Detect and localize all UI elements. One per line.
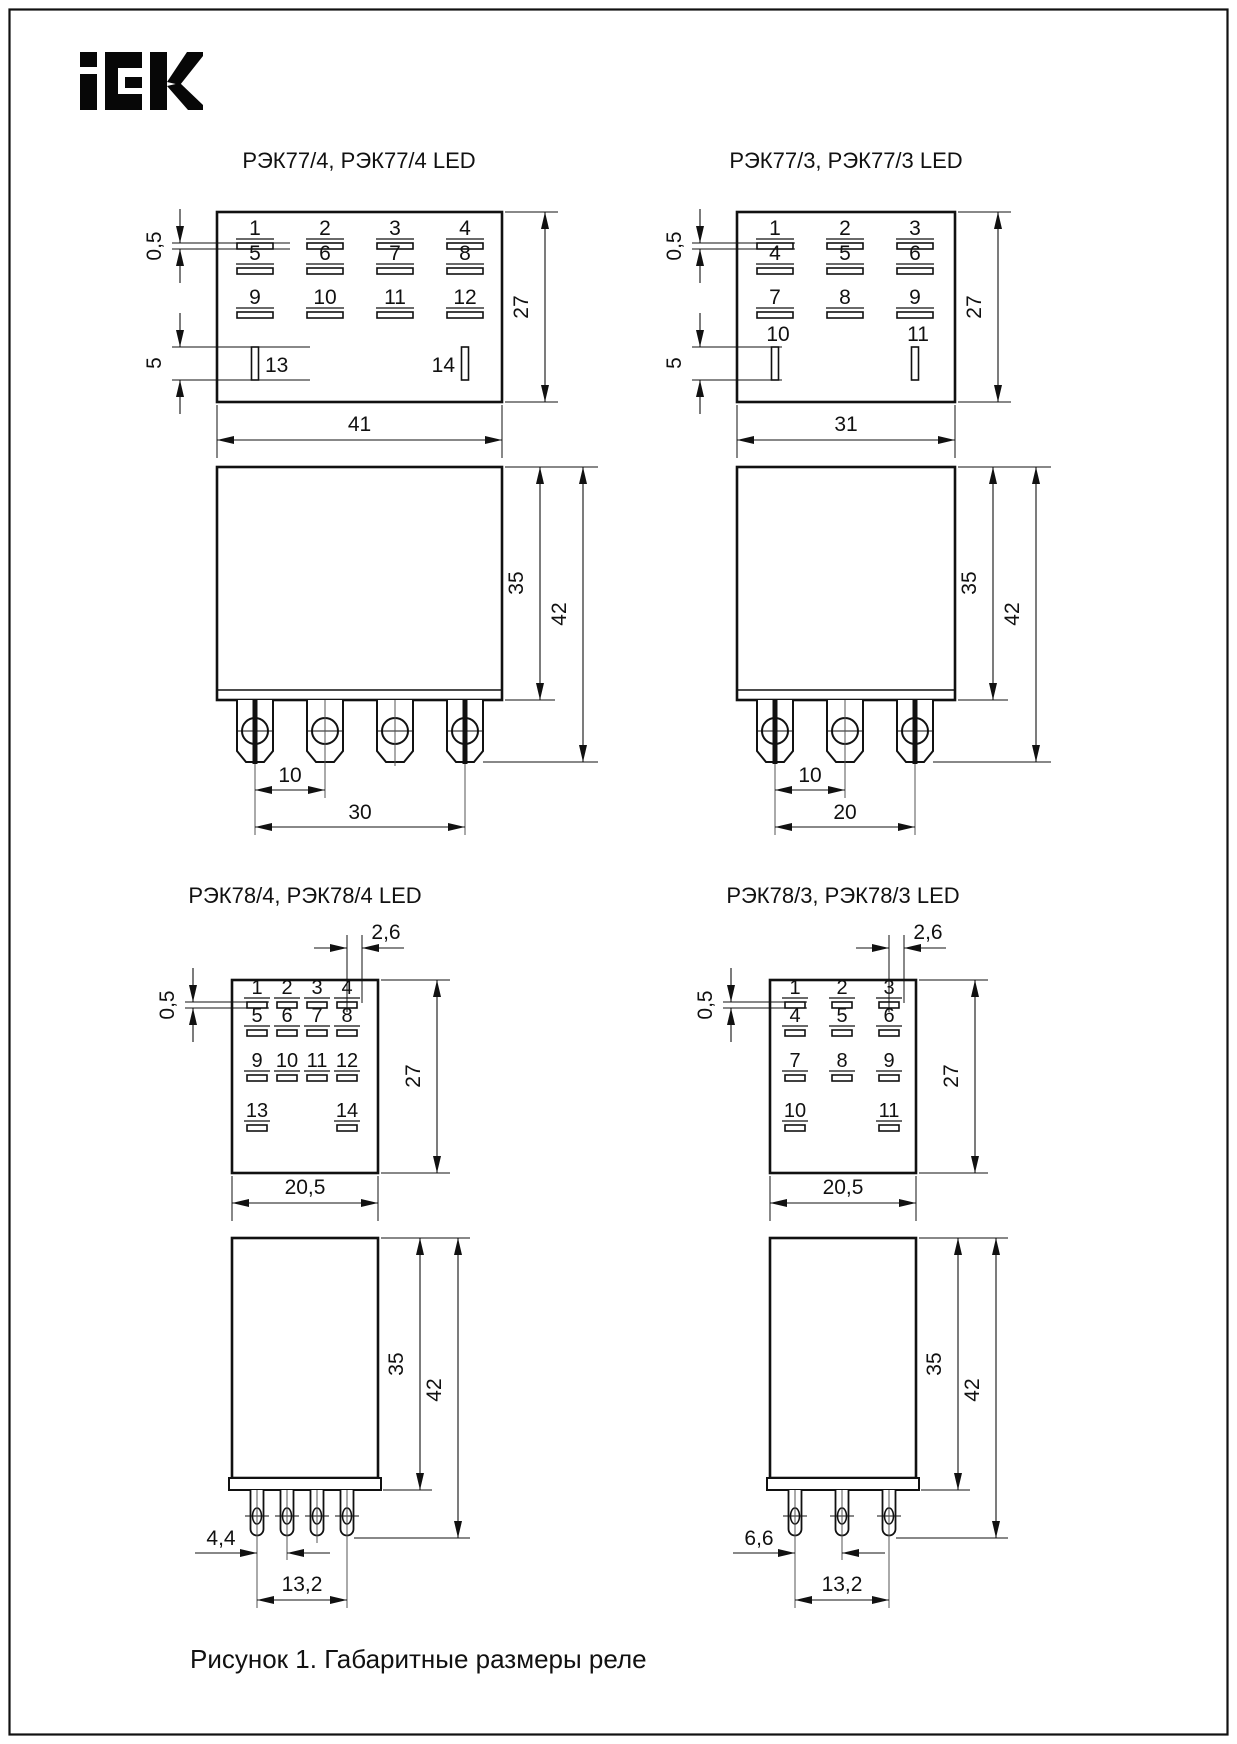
- pin-slot: [879, 1030, 899, 1036]
- pin-number: 8: [341, 1005, 353, 1027]
- pin-slot: [237, 268, 273, 274]
- dim-label: 20,5: [284, 1176, 326, 1199]
- dim-arrow: [189, 1008, 197, 1025]
- dim-arrow: [217, 436, 234, 444]
- pin-slot-vertical: [912, 347, 919, 380]
- dim-arrow: [255, 786, 272, 794]
- dim-arrow: [416, 1473, 424, 1490]
- pin-number: 6: [319, 242, 331, 265]
- pin-number: 7: [389, 242, 401, 265]
- pin-slot: [277, 1075, 297, 1081]
- dim-label: 42: [423, 1378, 446, 1402]
- figure-caption: Рисунок 1. Габаритные размеры реле: [190, 1644, 647, 1674]
- pin-slot: [307, 1030, 327, 1036]
- pin-number: 3: [311, 977, 323, 999]
- pin-slot-vertical: [252, 347, 259, 380]
- dim-arrow: [795, 1596, 812, 1604]
- pin-number: 3: [909, 217, 921, 240]
- dim-label: 4,4: [206, 1527, 236, 1550]
- dim-label: 42: [1001, 602, 1024, 626]
- pin-slot: [879, 1125, 899, 1131]
- relay-case-outline: [232, 1238, 378, 1478]
- pin-slot: [827, 312, 863, 318]
- dim-arrow: [454, 1238, 462, 1255]
- dim-arrow: [899, 1199, 916, 1207]
- dim-arrow: [971, 1156, 979, 1173]
- dim-arrow: [536, 683, 544, 700]
- dim-arrow: [1032, 467, 1040, 484]
- dim-arrow: [872, 944, 889, 952]
- flat-pin: [913, 700, 918, 764]
- dim-arrow: [727, 985, 735, 1002]
- dim-arrow: [842, 1549, 859, 1557]
- dim-label: 35: [385, 1352, 408, 1376]
- dim-arrow: [485, 436, 502, 444]
- pin-number: 1: [789, 977, 801, 999]
- relay-case-outline: [770, 1238, 916, 1478]
- dim-label: 10: [798, 764, 822, 787]
- dim-arrow: [954, 1238, 962, 1255]
- dim-label: 20,5: [822, 1176, 864, 1199]
- dim-label: 10: [278, 764, 302, 787]
- logo-k-upper-arm: [167, 52, 203, 85]
- dim-label: 0,5: [156, 990, 179, 1020]
- dim-arrow: [176, 226, 184, 243]
- pin-number: 6: [909, 242, 921, 265]
- diagram-rek77-4: [143, 209, 598, 835]
- pin-number: 10: [783, 1100, 807, 1122]
- pin-number: 1: [249, 217, 261, 240]
- pin-slot: [785, 1125, 805, 1131]
- pin-number: 10: [275, 1050, 299, 1072]
- flat-pin: [253, 700, 258, 764]
- pin-number: 3: [883, 977, 895, 999]
- dim-label: 0,5: [694, 990, 717, 1020]
- pin-number: 8: [836, 1050, 848, 1072]
- pin-slot: [337, 1125, 357, 1131]
- relay-case-outline: [217, 467, 502, 700]
- pin-number: 9: [251, 1050, 263, 1072]
- diagram-rek77-3: [663, 209, 1051, 835]
- pin-slot: [337, 1030, 357, 1036]
- logo-i-stem: [80, 74, 97, 110]
- dim-arrow: [989, 467, 997, 484]
- dim-arrow: [176, 380, 184, 397]
- dim-label: 35: [958, 571, 981, 595]
- logo-e-top: [105, 52, 142, 68]
- pin-number: 11: [878, 1100, 900, 1122]
- pin-slot: [447, 268, 483, 274]
- pin-slot: [785, 1075, 805, 1081]
- dim-arrow: [330, 1596, 347, 1604]
- pin-slot: [827, 268, 863, 274]
- flat-pin: [773, 700, 778, 764]
- dim-label: 6,6: [744, 1527, 774, 1550]
- pin-slot: [307, 1075, 327, 1081]
- dim-label: 27: [510, 295, 533, 319]
- pin-number: 3: [389, 217, 401, 240]
- pin-number: 9: [909, 286, 921, 309]
- dim-arrow: [541, 212, 549, 229]
- iek-logo: [80, 52, 203, 110]
- dim-arrow: [696, 330, 704, 347]
- pin-slot: [447, 312, 483, 318]
- dim-label: 20: [833, 801, 857, 824]
- flat-pin: [463, 700, 468, 764]
- pin-number: 6: [883, 1005, 895, 1027]
- pin-slot: [247, 1125, 267, 1131]
- pin-slot-vertical: [772, 347, 779, 380]
- pin-number: 9: [883, 1050, 895, 1072]
- dim-arrow: [994, 385, 1002, 402]
- logo-e-bottom: [105, 94, 142, 110]
- pin-slot: [247, 1030, 267, 1036]
- dim-arrow: [448, 823, 465, 831]
- pin-slot: [757, 312, 793, 318]
- pin-number: 13: [265, 354, 289, 377]
- dim-arrow: [904, 944, 921, 952]
- dim-arrow: [433, 1156, 441, 1173]
- logo-e-mid: [125, 77, 142, 88]
- dim-arrow: [232, 1199, 249, 1207]
- pin-slot: [237, 312, 273, 318]
- pin-slot: [307, 268, 343, 274]
- diagram-title-rek78-3: РЭК78/3, РЭК78/3 LED: [726, 883, 960, 908]
- dim-arrow: [770, 1199, 787, 1207]
- pin-number: 6: [281, 1005, 293, 1027]
- dim-label: 27: [963, 295, 986, 319]
- dim-arrow: [775, 786, 792, 794]
- pin-number: 7: [311, 1005, 323, 1027]
- dim-arrow: [775, 823, 792, 831]
- pin-number: 2: [319, 217, 331, 240]
- pin-number: 9: [249, 286, 261, 309]
- dim-arrow: [257, 1596, 274, 1604]
- case-base-plate: [229, 1478, 381, 1490]
- pin-slot: [757, 268, 793, 274]
- dim-label: 42: [961, 1378, 984, 1402]
- pin-slot: [785, 1030, 805, 1036]
- pin-number: 4: [769, 242, 781, 265]
- dim-arrow: [579, 467, 587, 484]
- pin-number: 2: [839, 217, 851, 240]
- pin-number: 10: [313, 286, 337, 309]
- diagram-title-rek77-3: РЭК77/3, РЭК77/3 LED: [729, 148, 963, 173]
- dim-arrow: [994, 212, 1002, 229]
- pin-slot: [337, 1075, 357, 1081]
- dim-label: 41: [347, 413, 372, 436]
- dim-arrow: [176, 330, 184, 347]
- pin-number: 11: [384, 286, 406, 309]
- pin-number: 12: [335, 1050, 359, 1072]
- pin-slot: [879, 1075, 899, 1081]
- pin-number: 5: [836, 1005, 848, 1027]
- pin-number: 5: [249, 242, 261, 265]
- dim-label: 0,5: [663, 231, 686, 261]
- dim-arrow: [938, 436, 955, 444]
- dim-arrow: [330, 944, 347, 952]
- dim-label: 27: [402, 1064, 425, 1088]
- dim-arrow: [189, 985, 197, 1002]
- dim-arrow: [541, 385, 549, 402]
- dim-arrow: [536, 467, 544, 484]
- dim-arrow: [696, 226, 704, 243]
- dim-label: 30: [348, 801, 372, 824]
- diagram-title-rek77-4: РЭК77/4, РЭК77/4 LED: [242, 148, 476, 173]
- dim-arrow: [240, 1549, 257, 1557]
- dim-label: 13,2: [281, 1573, 323, 1596]
- dim-arrow: [898, 823, 915, 831]
- dim-arrow: [362, 944, 379, 952]
- diagram-rek78-4: [156, 921, 470, 1608]
- dim-arrow: [361, 1199, 378, 1207]
- dim-arrow: [696, 380, 704, 397]
- dim-label: 2,6: [913, 921, 943, 944]
- dim-arrow: [579, 745, 587, 762]
- pin-number: 4: [789, 1005, 801, 1027]
- dim-arrow: [778, 1549, 795, 1557]
- pin-number: 8: [459, 242, 471, 265]
- dim-arrow: [872, 1596, 889, 1604]
- dim-arrow: [454, 1521, 462, 1538]
- dim-label: 0,5: [143, 231, 166, 261]
- dim-label: 31: [834, 413, 858, 436]
- pin-number: 7: [769, 286, 781, 309]
- dim-arrow: [308, 786, 325, 794]
- dim-arrow: [992, 1238, 1000, 1255]
- pin-slot-vertical: [462, 347, 469, 380]
- pin-slot: [307, 312, 343, 318]
- dim-arrow: [176, 249, 184, 266]
- page-border: [10, 10, 1228, 1735]
- dim-label: 5: [663, 357, 686, 369]
- pin-number: 5: [251, 1005, 263, 1027]
- dim-label: 27: [940, 1064, 963, 1088]
- pin-number: 1: [251, 977, 263, 999]
- pin-number: 14: [335, 1100, 359, 1122]
- pin-number: 1: [769, 217, 781, 240]
- dim-label: 5: [143, 357, 166, 369]
- logo-i-dot: [80, 52, 97, 67]
- pin-number: 12: [453, 286, 477, 309]
- dim-arrow: [696, 249, 704, 266]
- pin-number: 5: [839, 242, 851, 265]
- dim-arrow: [433, 980, 441, 997]
- dim-label: 42: [548, 602, 571, 626]
- pin-number: 8: [839, 286, 851, 309]
- dim-arrow: [1032, 745, 1040, 762]
- pin-number: 11: [907, 323, 929, 346]
- dim-arrow: [992, 1521, 1000, 1538]
- dim-arrow: [828, 786, 845, 794]
- diagram-rek78-3: [694, 921, 1008, 1608]
- pin-slot: [832, 1030, 852, 1036]
- dim-arrow: [287, 1549, 304, 1557]
- relay-case-outline: [737, 467, 955, 700]
- pin-number: 14: [431, 354, 455, 377]
- pin-number: 2: [836, 977, 848, 999]
- dim-arrow: [737, 436, 754, 444]
- dim-arrow: [255, 823, 272, 831]
- pin-number: 13: [245, 1100, 269, 1122]
- dim-arrow: [416, 1238, 424, 1255]
- pin-slot: [277, 1030, 297, 1036]
- dim-arrow: [727, 1008, 735, 1025]
- diagram-title-rek78-4: РЭК78/4, РЭК78/4 LED: [188, 883, 422, 908]
- pin-number: 11: [306, 1050, 328, 1072]
- pin-slot: [897, 268, 933, 274]
- dim-arrow: [989, 683, 997, 700]
- pin-number: 2: [281, 977, 293, 999]
- dim-label: 35: [505, 571, 528, 595]
- pin-slot: [897, 312, 933, 318]
- dim-arrow: [954, 1473, 962, 1490]
- pin-slot: [247, 1075, 267, 1081]
- pin-number: 4: [341, 977, 353, 999]
- dim-label: 2,6: [371, 921, 401, 944]
- pin-slot: [377, 312, 413, 318]
- logo-k-lower-arm: [167, 83, 203, 110]
- dim-arrow: [971, 980, 979, 997]
- pin-slot: [377, 268, 413, 274]
- pin-slot: [832, 1075, 852, 1081]
- pin-number: 10: [766, 323, 790, 346]
- logo-k-stem: [150, 52, 167, 110]
- pin-number: 4: [459, 217, 471, 240]
- dim-label: 35: [923, 1352, 946, 1376]
- dim-label: 13,2: [821, 1573, 863, 1596]
- case-base-plate: [767, 1478, 919, 1490]
- pin-number: 7: [789, 1050, 801, 1072]
